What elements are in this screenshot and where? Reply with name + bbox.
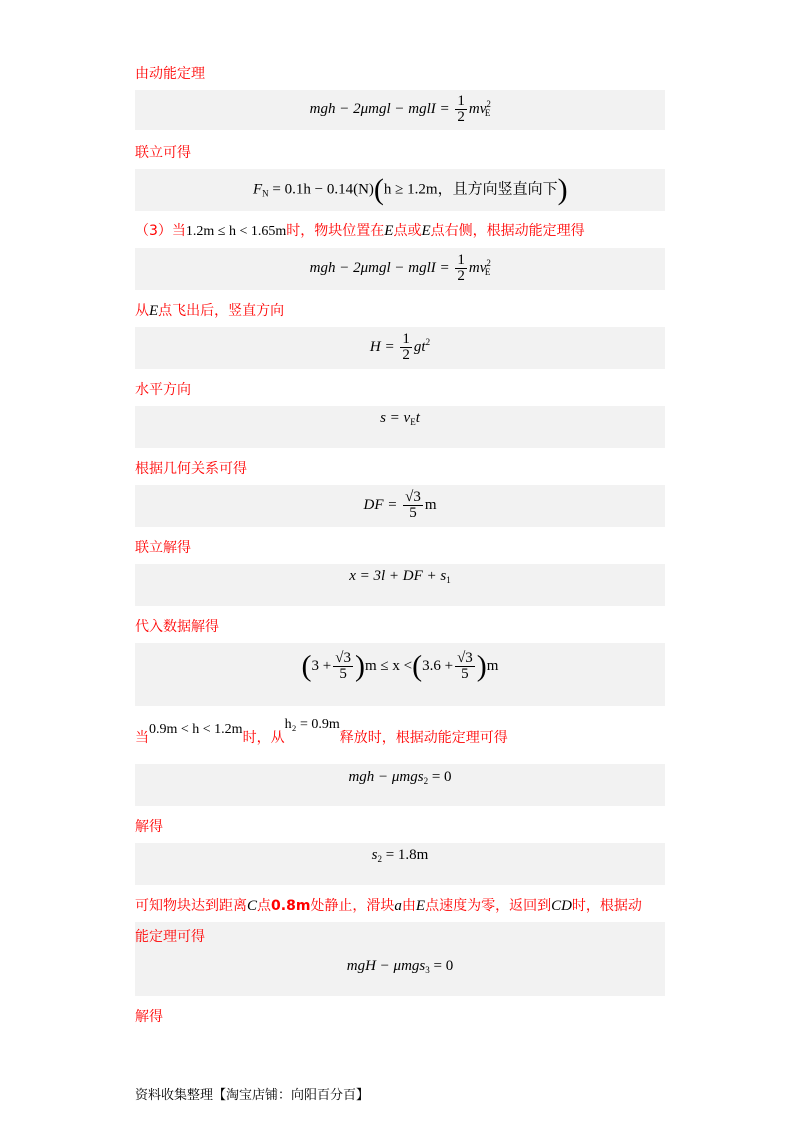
equation-x-sum: x = 3l + DF + $s_1$ — [349, 568, 451, 585]
label-vertical: 从E点飞出后，竖直方向 — [135, 303, 285, 319]
equation-box-6 — [135, 485, 665, 527]
label-solve-2: 解得 — [135, 1009, 163, 1025]
equation-box-10 — [135, 843, 665, 885]
label-conclusion-line2: 能定理可得 — [135, 929, 205, 945]
equation-energy-2: mgh − 2μmgl − mglI = $\frac{1}{2}$ $mv^2_E$ — [309, 252, 491, 284]
label-combine-solve: 联立解得 — [135, 540, 191, 556]
label-case-3: （3）当1.2m ≤ h < 1.65m时，物块位置在E点或E点右侧，根据动能定理得 — [135, 223, 585, 239]
equation-box-9 — [135, 764, 665, 806]
equation-s2: $s_2 = 1.8m$ — [371, 847, 429, 864]
equation-box-2 — [135, 169, 665, 211]
label-kinetic-theorem: 由动能定理 — [135, 66, 205, 82]
equation-box-5 — [135, 406, 665, 448]
label-case-lower: 当0.9m < h < 1.2m时，从h₂ = 0.9m释放时，根据动能定理可得 — [135, 717, 508, 746]
equation-box-7 — [135, 564, 665, 606]
equation-energy-1: mgh − 2μmgl − mglI = $\frac{1}{2}$ $mv^2_E$ — [309, 93, 491, 125]
label-geometry: 根据几何关系可得 — [135, 461, 247, 477]
equation-friction-2: mgH − μmgs$_3$ = 0 — [346, 958, 454, 975]
label-combine-1: 联立可得 — [135, 145, 191, 161]
label-solve-1: 解得 — [135, 819, 163, 835]
equation-box-1 — [135, 90, 665, 130]
label-substitute: 代入数据解得 — [135, 619, 219, 635]
equation-df: DF = $\frac{√3}{5}$ m — [363, 489, 437, 521]
equation-box-11 — [135, 922, 665, 996]
footer-source: 资料收集整理【淘宝店铺：向阳百分百】 — [135, 1088, 370, 1103]
label-horizontal: 水平方向 — [135, 382, 191, 398]
equation-box-3 — [135, 248, 665, 290]
label-conclusion-line1: 可知物块达到距离C点0.8m处静止，滑块a由E点速度为零，返回到CD时，根据动 — [135, 898, 642, 914]
equation-normal-force: $F_N = 0.1h - 0.14(N)(h \ge 1.2m$，且方向竖直向下) — [253, 173, 568, 206]
equation-horizontal: $s = v_Et$ — [380, 410, 420, 427]
equation-box-8 — [135, 643, 665, 706]
equation-box-4 — [135, 327, 665, 369]
equation-friction-1: mgh − μmgs$_2$ = 0 — [348, 769, 452, 786]
equation-free-fall: H = $\frac{1}{2}$ $gt^2$ — [369, 331, 431, 363]
equation-x-range: (3 + $\frac{√3}{5}$ )m ≤ x <(3.6 + $\frac{√3}{5}$ )m — [301, 649, 499, 683]
